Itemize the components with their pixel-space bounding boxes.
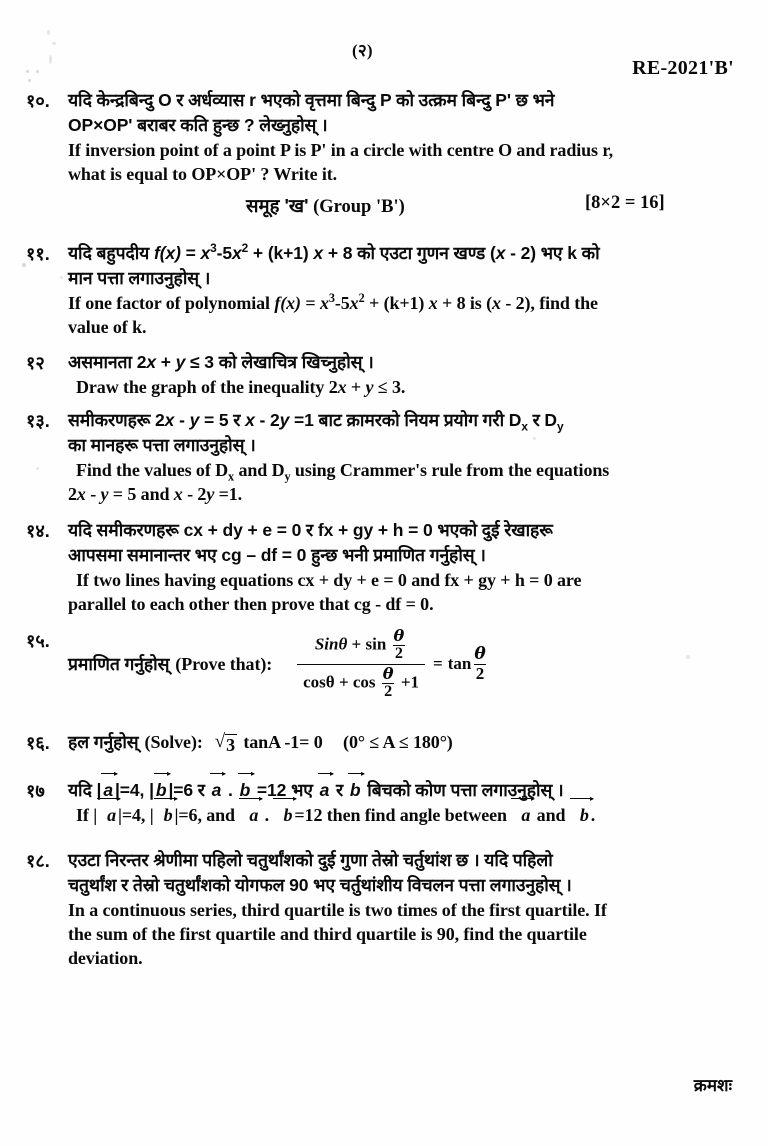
group-marks: [8×2 = 16] xyxy=(585,193,665,213)
magnitude-b: 6 xyxy=(188,805,198,825)
equation-body: tanA -1= 0 xyxy=(243,732,323,752)
trigonometric-identity xyxy=(294,628,489,701)
np-prefix: यदि समीकरणहरू xyxy=(68,520,184,540)
np-post: भएको दुई रेखाहरू xyxy=(432,520,553,540)
vector-b: b xyxy=(274,803,293,827)
question-text-english-line1: If | a |=4, | b |=6, and a . b =12 then find angle between a and b . xyxy=(76,805,596,825)
np-mid: को एउटा गुणन खण्ड xyxy=(352,243,490,263)
numerator-half-angle xyxy=(392,628,407,663)
question-body xyxy=(68,628,738,701)
prove-label-nepali: प्रमाणित गर्नुहोस् xyxy=(68,653,170,674)
np-post: बिचको कोण पत्ता लगाउनुहोस् । xyxy=(362,780,564,800)
line1-equation: cx + dy + e = 0 xyxy=(297,570,407,590)
eq-joiner: र xyxy=(228,410,246,430)
question-11 xyxy=(26,241,738,339)
question-text-english-line1: In a continuous series, third quartile is two times of the first quartile. If xyxy=(68,900,607,920)
vector-a: a xyxy=(319,778,331,803)
question-13 xyxy=(26,408,738,506)
question-12 xyxy=(26,350,738,399)
question-number: १०. xyxy=(26,91,50,111)
vector-a: a xyxy=(98,803,117,827)
np-post: र xyxy=(527,410,545,430)
question-body xyxy=(68,518,738,616)
question-18 xyxy=(26,848,738,970)
solve-label-english: (Solve): xyxy=(144,732,203,752)
question-text-english-line2: 2x - y = 5 and x - 2y =1. xyxy=(68,484,243,504)
en-mid: is xyxy=(465,293,487,313)
question-text-nepali-line1: असमानता 2x + y ≤ 3 को लेखाचित्र खिच्नुहोस् । xyxy=(68,352,374,372)
np-line2-post: हुन्छ भनी प्रमाणित गर्नुहोस् । xyxy=(306,545,486,565)
fraction-denominator xyxy=(297,664,425,701)
question-number: १४. xyxy=(26,521,50,541)
parallel-condition: cg - df = 0 xyxy=(353,594,430,614)
question-body xyxy=(68,730,738,755)
numerator-plus-sin: + sin xyxy=(351,634,387,654)
en-tail: . xyxy=(590,805,596,825)
solve-label-nepali: हल गर्नुहोस् xyxy=(68,732,139,752)
en-post: . xyxy=(400,377,406,397)
np-line2-prefix: आपसमा समानान्तर भए xyxy=(68,545,222,565)
en-mid: and xyxy=(234,460,272,480)
question-10 xyxy=(26,88,738,186)
solve-row xyxy=(68,730,738,755)
en-mid: , and xyxy=(197,805,240,825)
theta-symbol: θ xyxy=(393,626,405,645)
question-number: १७ xyxy=(26,781,45,801)
question-number: १५. xyxy=(26,631,50,651)
np-prefix: यदि xyxy=(68,780,97,800)
question-text-nepali-line1: यदि | a |=4, | b |=6 र a . b =12 भए a र b बिचको कोण पत्ता लगाउनुहोस् । xyxy=(68,778,738,803)
trig-equation xyxy=(215,730,453,755)
question-text-nepali-line2 xyxy=(68,543,738,568)
question-number: १२ xyxy=(26,353,45,373)
question-text-nepali-line1: एउटा निरन्तर श्रेणीमा पहिलो चतुर्थांशको दुई गुणा तेस्रो चर्तुथांश छ । यदि पहिलो xyxy=(68,850,553,870)
main-fraction xyxy=(297,628,425,701)
group-heading xyxy=(246,193,405,218)
line1-equation: cx + dy + e = 0 xyxy=(183,520,302,540)
theta-symbol: θ xyxy=(474,644,486,665)
vector-b: b xyxy=(239,778,252,803)
page-header xyxy=(0,38,768,88)
exam-code: RE-2021'B' xyxy=(632,57,734,79)
group-heading-row xyxy=(0,193,768,223)
question-body xyxy=(68,848,738,970)
magnitude-b: 6 xyxy=(183,780,194,800)
theta-symbol: θ xyxy=(382,663,394,683)
question-text-nepali-line1: यदि बहुपदीय $f(x) = x^3-5x^2 + (k+1) x + 8$ को एउटा गुणन खण्ड (x - 2) भए k को xyxy=(68,241,600,263)
en-mid: and xyxy=(406,570,445,590)
np-prefix: असमानता xyxy=(68,352,137,372)
magnitude-a: 4 xyxy=(129,780,140,800)
question-number: १६. xyxy=(26,733,50,753)
cos-theta-term: cosθ xyxy=(303,672,335,692)
vector-a: a xyxy=(102,778,114,803)
fraction-numerator xyxy=(297,628,425,664)
continued-footer: क्रमशः xyxy=(693,1076,732,1095)
sin-theta-term: Sinθ xyxy=(314,634,348,654)
question-17 xyxy=(26,778,738,827)
denominator-half-angle xyxy=(381,663,396,701)
question-text-nepali-line1 xyxy=(68,518,738,543)
magnitude-a: 4 xyxy=(132,805,141,825)
question-text-english-line1: Find the values of $D_x$ and $D_y$ using Crammer's rule from the equations xyxy=(76,460,610,484)
eq-joiner: and xyxy=(136,484,174,504)
vector-b: b xyxy=(349,778,362,803)
rhs-half-angle xyxy=(472,646,487,683)
en-prefix: If two lines having equations xyxy=(76,570,298,590)
question-body xyxy=(68,778,738,827)
en-post: are xyxy=(552,570,582,590)
vector-b: b xyxy=(571,803,590,827)
question-text-nepali-line1: यदि केन्द्रबिन्दु O र अर्धव्यास r भएको वृत्तमा बिन्दु P को उत्क्रम बिन्दु P' छ भने xyxy=(68,90,555,110)
question-text-english-line2: the sum of the first quartile and third quartile is 90, find the quartile xyxy=(68,924,587,944)
denominator-two: 2 xyxy=(475,663,485,683)
en-prefix: If one factor of polynomial xyxy=(68,293,275,313)
vector-a: a xyxy=(512,803,531,827)
en-post: using Crammer's rule from the equations xyxy=(290,460,610,480)
question-14 xyxy=(26,518,738,616)
tan-operator: tan xyxy=(447,654,472,674)
square-root-icon: √ 3 xyxy=(214,731,235,755)
vector-b: b xyxy=(155,778,168,803)
radicand-value: 3 xyxy=(226,734,235,755)
dx-subscript: x xyxy=(521,419,528,434)
en-line2-post: . xyxy=(429,594,434,614)
en-tail: . xyxy=(237,484,243,504)
question-text-english-line1 xyxy=(68,568,738,592)
en-prefix: Find the values of xyxy=(76,460,216,480)
question-15 xyxy=(26,628,738,701)
question-text-english-line1: If inversion point of a point P is P' in a circle with centre O and radius r, xyxy=(68,140,614,160)
vector-a: a xyxy=(211,778,223,803)
parallel-condition: cg – df = 0 xyxy=(221,545,307,565)
question-number: ११. xyxy=(26,244,50,264)
en-prefix: Draw the graph of the inequality xyxy=(76,377,329,397)
dy-subscript: y xyxy=(556,419,564,434)
question-number: १८. xyxy=(26,851,50,871)
question-text-english-line2: value of k. xyxy=(68,317,147,337)
np-post: भए k को xyxy=(535,243,600,263)
np-mid: भए xyxy=(286,780,318,800)
question-number: १३. xyxy=(26,411,50,431)
np-mid: र xyxy=(301,520,318,540)
question-text-english-line2: what is equal to OP×OP' ? Write it. xyxy=(68,164,338,184)
dot-product-value: 12 xyxy=(267,780,287,800)
group-title-nepali: समूह 'ख' xyxy=(246,195,309,216)
en-post: , find the xyxy=(530,293,598,313)
question-text-english-line1: Draw the graph of the inequality 2x + y ≤ 3. xyxy=(76,377,406,397)
dot-product-value: 12 xyxy=(304,805,323,825)
np-prefix: समीकरणहरू xyxy=(68,410,156,430)
scan-speckle xyxy=(47,30,50,35)
angle-domain: (0° ≤ A ≤ 180°) xyxy=(343,732,453,752)
prove-label-english: (Prove that): xyxy=(175,654,273,675)
np-prefix: यदि बहुपदीय xyxy=(68,243,154,263)
denominator-two: 2 xyxy=(384,682,393,700)
en-line2-prefix: parallel to each other then prove that xyxy=(68,594,354,614)
vector-a: a xyxy=(240,803,259,827)
question-body xyxy=(68,408,738,506)
denominator-two: 2 xyxy=(394,644,403,662)
question-text-nepali-line2: मान पत्ता लगाउनुहोस् । xyxy=(68,268,211,288)
question-body xyxy=(68,88,738,186)
en-post: then find angle between xyxy=(322,805,512,825)
vector-b: b xyxy=(155,803,174,827)
question-text-english-line3: deviation. xyxy=(68,948,143,968)
np-mid: बाट क्रामरको नियम प्रयोग गरी xyxy=(313,410,509,430)
question-text-nepali-line2: का मानहरू पत्ता लगाउनुहोस् । xyxy=(68,435,256,455)
page-number: (२) xyxy=(352,41,373,60)
en-prefix: If xyxy=(76,805,94,825)
question-body xyxy=(68,350,738,399)
question-body xyxy=(68,241,738,339)
np-joiner: र xyxy=(193,780,210,800)
question-text-nepali-line2: चतुर्थांश र तेस्रो चतुर्थांशको योगफल 90 भए चर्तुथांशीय विचलन पत्ता लगाउनुहोस् । xyxy=(68,875,572,895)
np-joiner: र xyxy=(331,780,348,800)
polynomial-fx: f xyxy=(154,243,160,263)
group-title-english: (Group 'B') xyxy=(313,197,405,217)
question-text-nepali-line1: समीकरणहरू 2x - y = 5 र x - 2y =1 बाट क्रामरको नियम प्रयोग गरी $D_x$ र $D_y$ xyxy=(68,410,564,434)
question-16 xyxy=(26,730,738,755)
question-text-nepali-line2: OP×OP' बराबर कति हुन्छ ? लेख्नुहोस् । xyxy=(68,115,328,135)
denominator-plus-cos: + cos xyxy=(338,672,376,692)
line2-equation: fx + gy + h = 0 xyxy=(444,570,553,590)
line2-equation: fx + gy + h = 0 xyxy=(317,520,433,540)
question-text-english-line2 xyxy=(68,592,738,616)
denominator-tail: +1 xyxy=(400,672,420,692)
equals-sign: = xyxy=(433,654,443,674)
question-text-english-line1: If one factor of polynomial $f(x) = x^3-5x^2 + (k+1) x + 8$ is (x - 2), find the xyxy=(68,291,598,313)
prove-that-row xyxy=(68,628,738,701)
np-post: को लेखाचित्र खिच्नुहोस् । xyxy=(213,352,374,372)
